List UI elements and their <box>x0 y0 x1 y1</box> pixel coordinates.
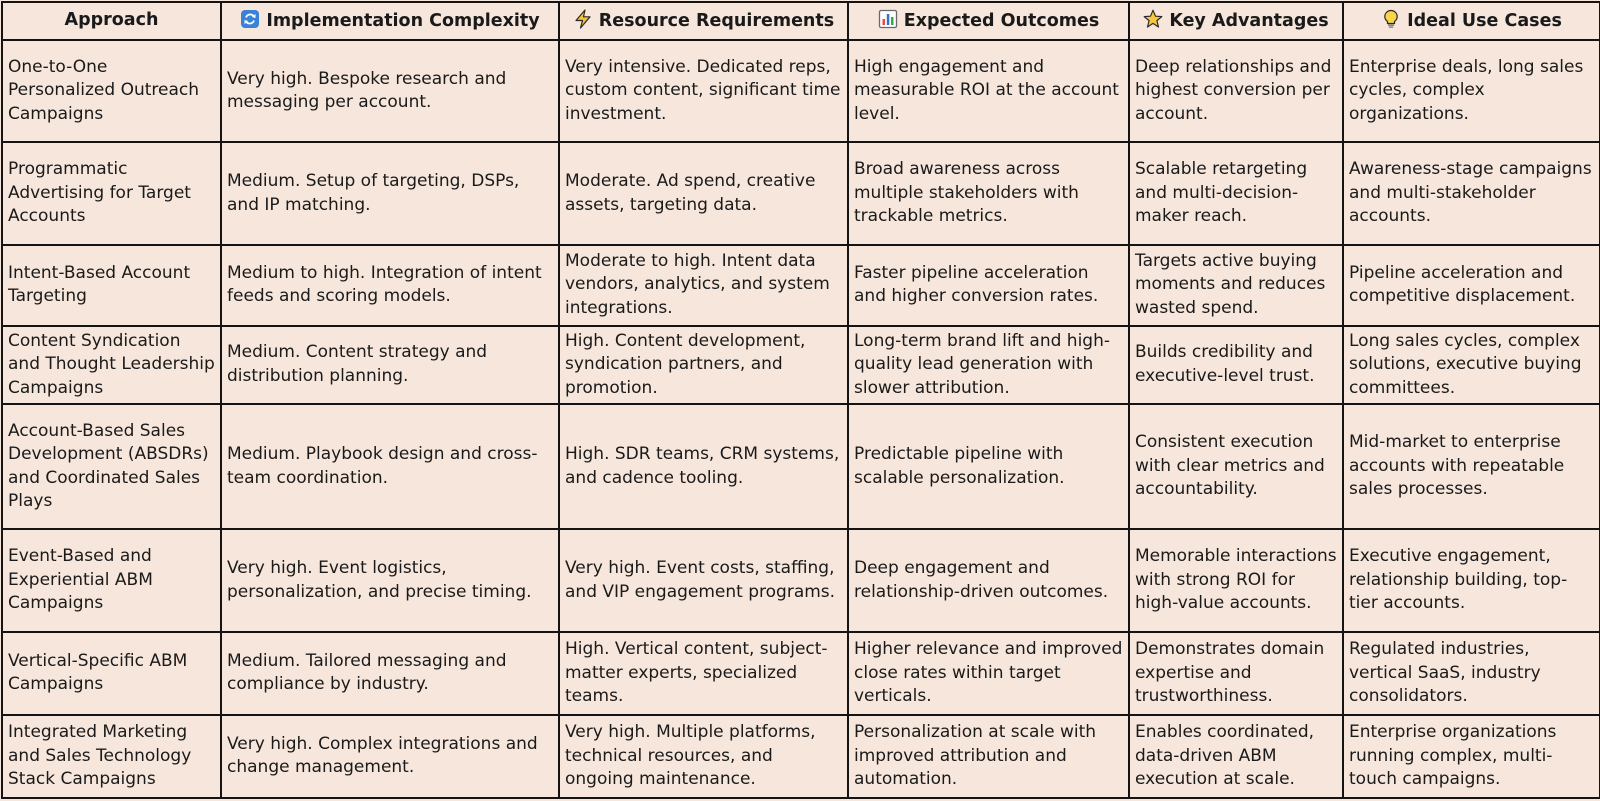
cell-resources: Moderate to high. Intent data vendors, analytics, and system integrations. <box>559 245 848 326</box>
cell-resources: High. Vertical content, subject-matter experts, specialized teams. <box>559 632 848 715</box>
refresh-icon <box>240 9 260 29</box>
cell-resources: Very high. Event costs, staffing, and VIP engagement programs. <box>559 529 848 631</box>
cell-outcomes: Higher relevance and improved close rates within target verticals. <box>848 632 1129 715</box>
bar-chart-icon <box>878 9 898 29</box>
cell-advantages: Deep relationships and highest conversion per account. <box>1129 40 1343 142</box>
cell-approach: Event-Based and Experiential ABM Campaigns <box>2 529 221 631</box>
cell-outcomes: Predictable pipeline with scalable personalization. <box>848 404 1129 530</box>
cell-advantages: Consistent execution with clear metrics and accountability. <box>1129 404 1343 530</box>
header-ideal-use-cases: Ideal Use Cases <box>1343 2 1600 40</box>
star-icon <box>1143 9 1163 29</box>
cell-resources: Moderate. Ad spend, creative assets, targeting data. <box>559 142 848 244</box>
table-row <box>2 40 1600 142</box>
table-body <box>2 40 1600 798</box>
cell-approach: One-to-One Personalized Outreach Campaigns <box>2 40 221 142</box>
cell-use-cases: Pipeline acceleration and competitive displacement. <box>1343 245 1600 326</box>
table-row <box>2 404 1600 530</box>
cell-complexity: Very high. Bespoke research and messaging per account. <box>221 40 559 142</box>
cell-outcomes: High engagement and measurable ROI at the account level. <box>848 40 1129 142</box>
header-implementation-complexity: Implementation Complexity <box>221 2 559 40</box>
cell-outcomes: Long-term brand lift and high-quality lead generation with slower attribution. <box>848 326 1129 404</box>
cell-complexity: Very high. Complex integrations and change management. <box>221 715 559 798</box>
cell-approach: Account-Based Sales Development (ABSDRs) and Coordinated Sales Plays <box>2 404 221 530</box>
table-row <box>2 529 1600 631</box>
table-row <box>2 632 1600 715</box>
table-row <box>2 715 1600 798</box>
cell-outcomes: Broad awareness across multiple stakeholders with trackable metrics. <box>848 142 1129 244</box>
cell-complexity: Medium. Content strategy and distribution planning. <box>221 326 559 404</box>
cell-advantages: Memorable interactions with strong ROI for high-value accounts. <box>1129 529 1343 631</box>
cell-use-cases: Executive engagement, relationship building, top-tier accounts. <box>1343 529 1600 631</box>
lightbulb-icon <box>1381 9 1401 29</box>
table-header <box>2 2 1600 40</box>
cell-outcomes: Personalization at scale with improved attribution and automation. <box>848 715 1129 798</box>
cell-advantages: Builds credibility and executive-level trust. <box>1129 326 1343 404</box>
cell-approach: Programmatic Advertising for Target Accounts <box>2 142 221 244</box>
cell-resources: High. Content development, syndication partners, and promotion. <box>559 326 848 404</box>
cell-advantages: Demonstrates domain expertise and trustworthiness. <box>1129 632 1343 715</box>
cell-resources: Very intensive. Dedicated reps, custom content, significant time investment. <box>559 40 848 142</box>
cell-advantages: Targets active buying moments and reduces wasted spend. <box>1129 245 1343 326</box>
header-key-advantages: Key Advantages <box>1129 2 1343 40</box>
cell-complexity: Medium. Tailored messaging and compliance by industry. <box>221 632 559 715</box>
cell-approach: Integrated Marketing and Sales Technology Stack Campaigns <box>2 715 221 798</box>
header-expected-outcomes: Expected Outcomes <box>848 2 1129 40</box>
cell-outcomes: Faster pipeline acceleration and higher conversion rates. <box>848 245 1129 326</box>
cell-advantages: Scalable retargeting and multi-decision-maker reach. <box>1129 142 1343 244</box>
lightning-icon <box>573 9 593 29</box>
cell-complexity: Very high. Event logistics, personalization, and precise timing. <box>221 529 559 631</box>
cell-use-cases: Mid-market to enterprise accounts with repeatable sales processes. <box>1343 404 1600 530</box>
cell-approach: Intent-Based Account Targeting <box>2 245 221 326</box>
cell-complexity: Medium to high. Integration of intent feeds and scoring models. <box>221 245 559 326</box>
cell-complexity: Medium. Playbook design and cross-team coordination. <box>221 404 559 530</box>
cell-resources: High. SDR teams, CRM systems, and cadence tooling. <box>559 404 848 530</box>
cell-approach: Vertical-Specific ABM Campaigns <box>2 632 221 715</box>
cell-resources: Very high. Multiple platforms, technical resources, and ongoing maintenance. <box>559 715 848 798</box>
table-row <box>2 245 1600 326</box>
cell-use-cases: Enterprise organizations running complex, multi-touch campaigns. <box>1343 715 1600 798</box>
cell-use-cases: Long sales cycles, complex solutions, executive buying committees. <box>1343 326 1600 404</box>
table-row <box>2 326 1600 404</box>
cell-approach: Content Syndication and Thought Leadership Campaigns <box>2 326 221 404</box>
header-approach: Approach <box>2 2 221 40</box>
table-row <box>2 142 1600 244</box>
abm-comparison-table <box>1 1 1600 799</box>
cell-use-cases: Regulated industries, vertical SaaS, industry consolidators. <box>1343 632 1600 715</box>
cell-use-cases: Enterprise deals, long sales cycles, complex organizations. <box>1343 40 1600 142</box>
cell-complexity: Medium. Setup of targeting, DSPs, and IP matching. <box>221 142 559 244</box>
cell-use-cases: Awareness-stage campaigns and multi-stakeholder accounts. <box>1343 142 1600 244</box>
cell-advantages: Enables coordinated, data-driven ABM execution at scale. <box>1129 715 1343 798</box>
header-row <box>2 2 1600 40</box>
cell-outcomes: Deep engagement and relationship-driven outcomes. <box>848 529 1129 631</box>
header-resource-requirements: Resource Requirements <box>559 2 848 40</box>
